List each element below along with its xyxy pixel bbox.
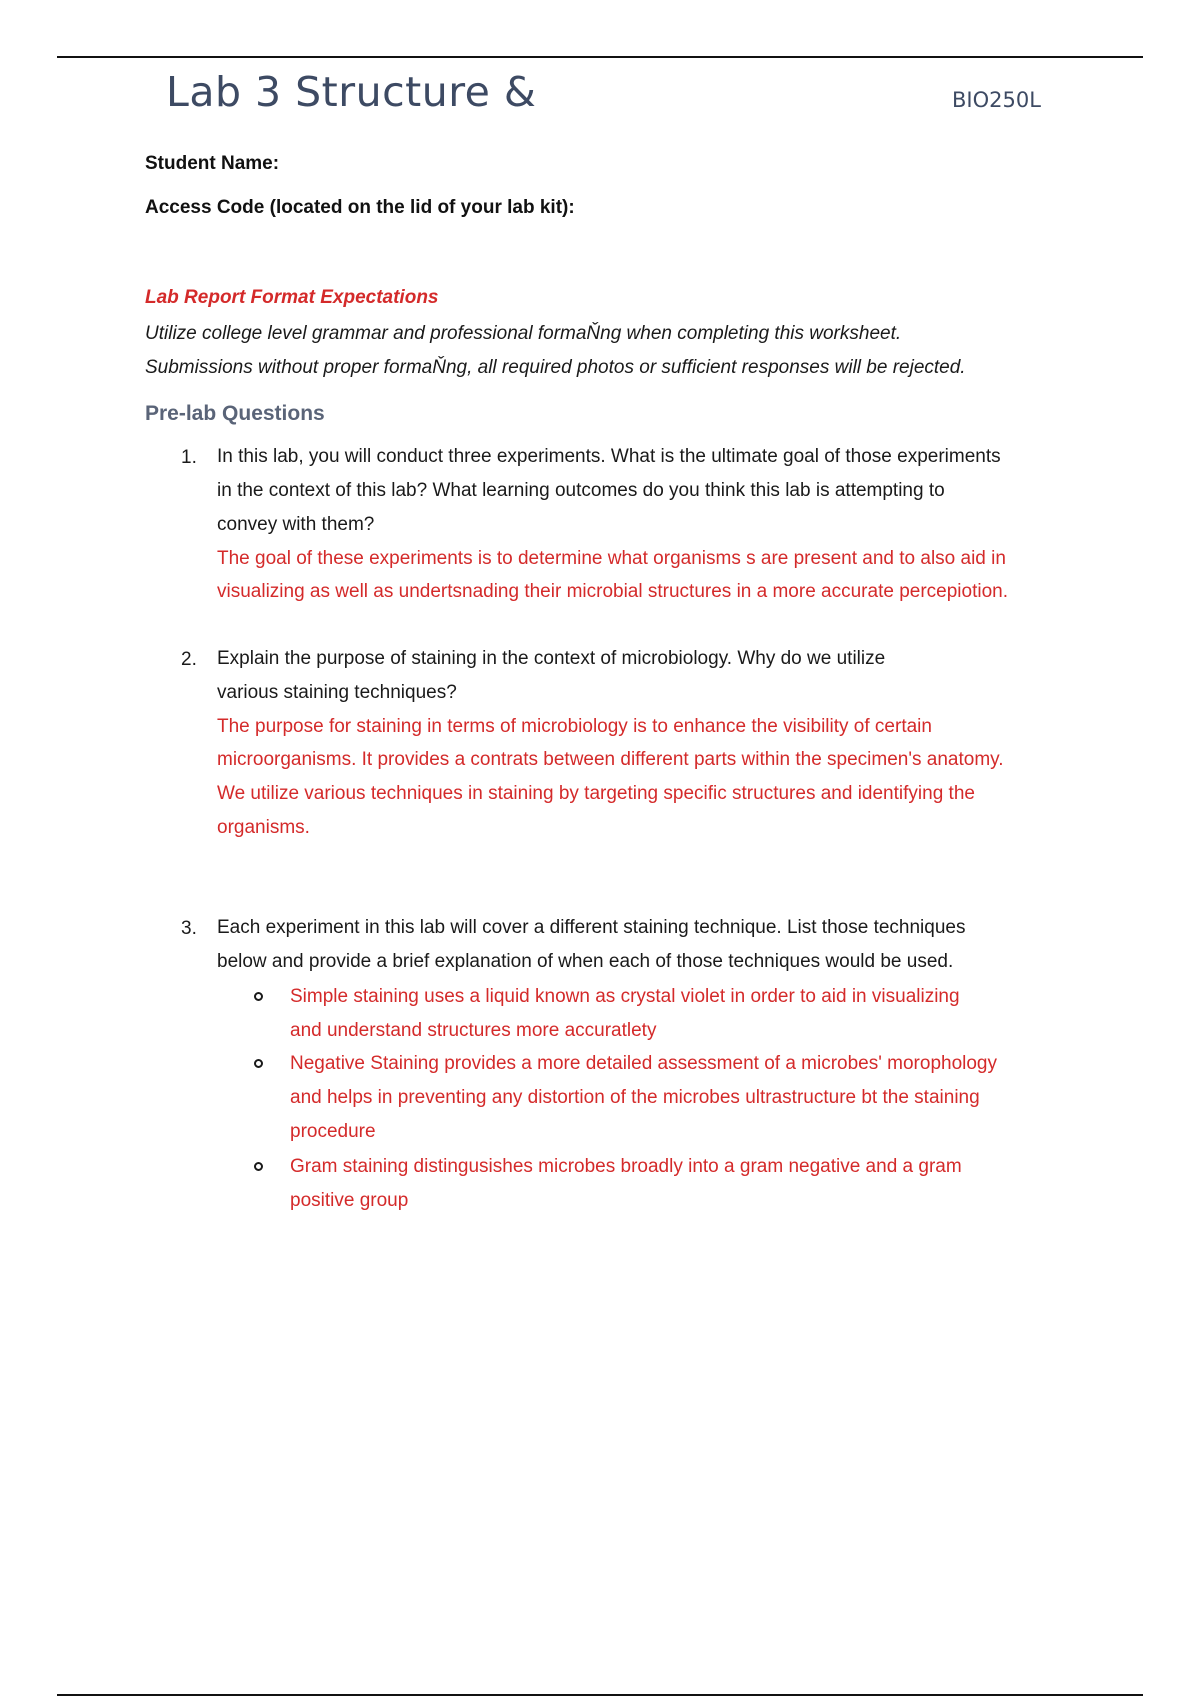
bullet-line: Gram staining distingusishes microbes broadly into a gram negative and a gram (290, 1156, 962, 1177)
top-rule (57, 56, 1143, 58)
format-line: Submissions without proper formaŇng, all required photos or sufficient responses will be rejected. (145, 357, 966, 378)
bullet-line: procedure (290, 1121, 376, 1142)
answer-line: The purpose for staining in terms of microbiology is to enhance the visibility of certain (217, 716, 932, 737)
question-number: 3. (181, 918, 197, 939)
bottom-rule (57, 1694, 1143, 1696)
bullet-line: positive group (290, 1190, 409, 1211)
question-line: below and provide a brief explanation of when each of those techniques would be used. (217, 951, 954, 972)
question-line: convey with them? (217, 514, 375, 535)
course-code: BIO250L (952, 88, 1041, 112)
answer-line: The goal of these experiments is to determine what organisms s are present and to also aid in (217, 548, 1006, 569)
question-line: Explain the purpose of staining in the context of microbiology. Why do we utilize (217, 648, 886, 669)
bullet-line: and helps in preventing any distortion of the microbes ultrastructure bt the staining (290, 1087, 980, 1108)
bullet-circle-icon (254, 1059, 263, 1068)
bullet-circle-icon (254, 1162, 263, 1171)
bullet-line: Negative Staining provides a more detailed assessment of a microbes' morophology (290, 1053, 997, 1074)
access-code-label: Access Code (located on the lid of your lab kit): (145, 197, 575, 218)
prelab-heading: Pre-lab Questions (145, 402, 325, 425)
answer-line: visualizing as well as undertsnading their microbial structures in a more accurate percepiotion. (217, 581, 1008, 602)
question-line: in the context of this lab? What learning outcomes do you think this lab is attempting to (217, 480, 945, 501)
format-expectations-heading: Lab Report Format Expectations (145, 287, 439, 308)
answer-line: organisms. (217, 817, 310, 838)
format-line: Utilize college level grammar and professional formaŇng when completing this worksheet. (145, 323, 902, 344)
bullet-line: Simple staining uses a liquid known as crystal violet in order to aid in visualizing (290, 986, 960, 1007)
question-line: various staining techniques? (217, 682, 457, 703)
answer-line: microorganisms. It provides a contrats between different parts within the specimen's anatomy. (217, 749, 1004, 770)
page-title: Lab 3 Structure & (166, 68, 537, 116)
bullet-circle-icon (254, 992, 263, 1001)
bullet-line: and understand structures more accuratlety (290, 1020, 657, 1041)
question-number: 2. (181, 649, 197, 670)
question-line: Each experiment in this lab will cover a different staining technique. List those techniques (217, 917, 966, 938)
question-number: 1. (181, 447, 197, 468)
answer-line: We utilize various techniques in staining by targeting specific structures and identifying the (217, 783, 975, 804)
question-line: In this lab, you will conduct three experiments. What is the ultimate goal of those experiments (217, 446, 1001, 467)
student-name-label: Student Name: (145, 153, 280, 174)
